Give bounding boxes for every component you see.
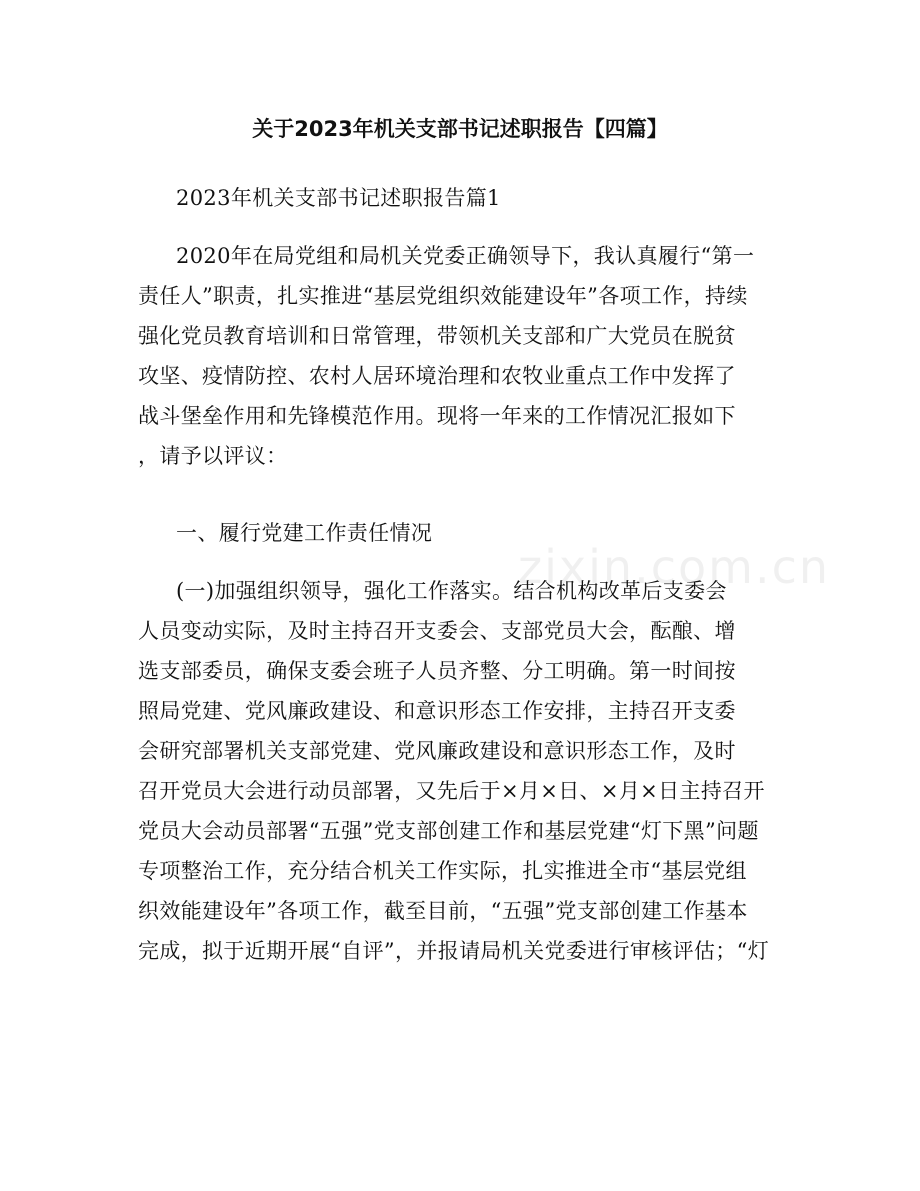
paragraph-2-line: 党员大会动员部署“五强”党支部创建工作和基层党建“灯下黑”问题 [138,819,759,843]
subtitle: 2023年机关支部书记述职报告篇1 [176,186,501,210]
paragraph-2-line: 会研究部署机关支部党建、党风廉政建设和意识形态工作，及时 [138,739,736,763]
paragraph-1-line: 责任人”职责，扎实推进“基层党组织效能建设年”各项工作，持续 [138,284,748,308]
paragraph-2-line: 选支部委员，确保支委会班子人员齐整、分工明确。第一时间按 [138,659,736,683]
paragraph-1-line: ，请予以评议： [138,444,288,468]
paragraph-2-line: 织效能建设年”各项工作，截至目前，“五强”党支部创建工作基本 [138,899,748,923]
paragraph-2-line: 完成，拟于近期开展“自评”，并报请局机关党委进行审核评估；“灯 [138,939,770,963]
paragraph-2-line: 专项整治工作，充分结合机关工作实际，扎实推进全市“基层党组 [138,859,747,883]
section-heading: 一、履行党建工作责任情况 [176,521,433,545]
paragraph-1-line: 2020年在局党组和局机关党委正确领导下，我认真履行“第一 [176,244,755,268]
paragraph-1-line: 攻坚、疫情防控、农村人居环境治理和农牧业重点工作中发挥了 [138,364,736,388]
paragraph-1-line: 战斗堡垒作用和先锋模范作用。现将一年来的工作情况汇报如下 [138,404,736,428]
paragraph-2-line: 召开党员大会进行动员部署，又先后于×月×日、×月×日主持召开 [138,779,765,803]
paragraph-2-line: 照局党建、党风廉政建设、和意识形态工作安排，主持召开支委 [138,699,736,723]
watermark: zixin.com.cn [518,540,831,594]
paragraph-2-line: (一)加强组织领导，强化工作落实。结合机构改革后支委会 [176,579,727,603]
document-title: 关于2023年机关支部书记述职报告【四篇】 [252,117,668,141]
paragraph-1-line: 强化党员教育培训和日常管理，带领机关支部和广大党员在脱贫 [138,324,736,348]
paragraph-2-line: 人员变动实际，及时主持召开支委会、支部党员大会，酝酿、增 [138,619,736,643]
